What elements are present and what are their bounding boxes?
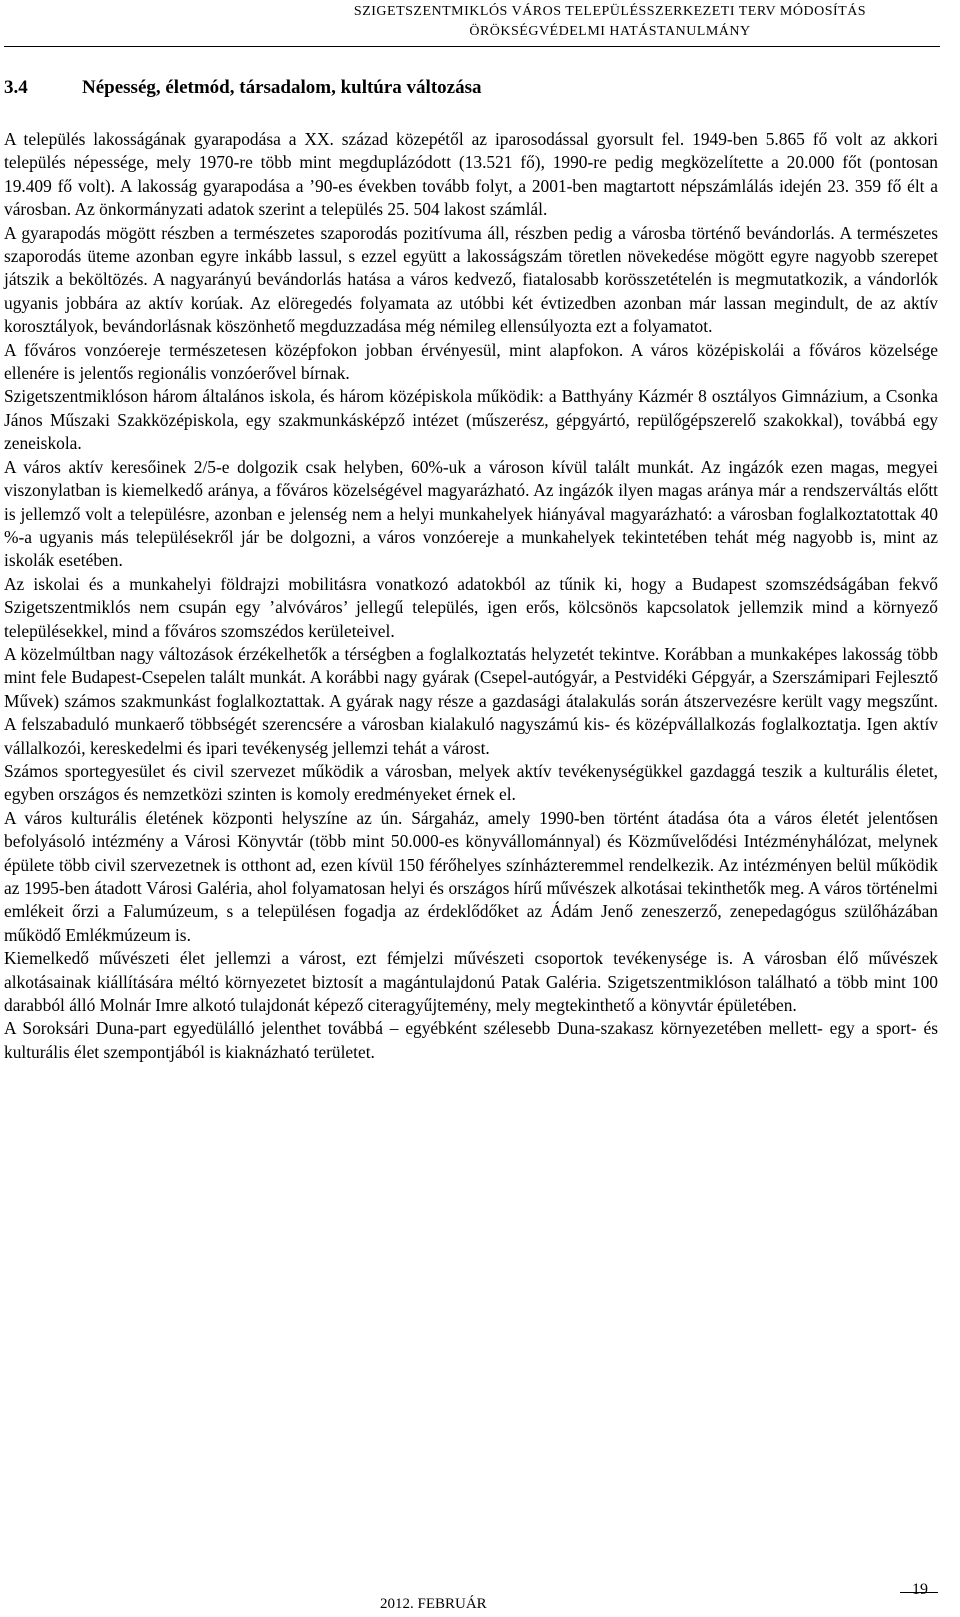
- paragraph-commuters: A város aktív keresőinek 2/5-e dolgozik csak helyben, 60%-uk a városon kívül talált munkát. Az ingázók ezen magas, megyei viszonylatban is kiemelkedő aránya, a főváros közelségével magyarázható. Az ingázók ilyen magas aránya már a rendszerváltás előtt is jellemző volt a településre, azonban e jelenség nem a helyi munkahelyek hiányával magyarázható: a városban foglalkoztatottak 40 %-a ugyanis más településekről jár be dolgozni, a város vonzóereje a munkahelyek tekintetében tehát még nagyobb is, mint az iskolák esetében.: [4, 456, 938, 571]
- section-number: 3.4: [4, 77, 28, 98]
- section-title: Népesség, életmód, társadalom, kultúra változása: [82, 77, 482, 98]
- paragraph-population: A település lakosságának gyarapodása a XX. század közepétől az iparosodással gyorsult fel. 1949-ben 5.865 fő volt az akkori település népessége, mely 1970-re több mint megduplázódott (13.521 fő), 1990-re pedig megközelítette a 20.000 főt (pontosan 19.409 fő volt). A lakosság gyarapodása a ’90-es években tovább folyt, a 2001-ben magtartott népszámlálás idején 23. 359 fő élt a városban. Az önkormányzati adatok szerint a település 25. 504 lakost számlál.: [4, 129, 938, 220]
- footer-date: 2012. FEBRUÁR: [380, 1596, 487, 1612]
- paragraph-sports: Számos sportegyesület és civil szervezet működik a városban, melyek aktív tevékenységükkel gazdaggá teszik a kulturális életet, egyben országos és nemzetközi szinten is komoly eredményeket érnek el.: [4, 760, 938, 805]
- header-title-line-2: ÖRÖKSÉGVÉDELMI HATÁSTANULMÁNY: [469, 24, 751, 39]
- footer-divider: [900, 1592, 938, 1593]
- header-title-line-1: SZIGETSZENTMIKLÓS VÁROS TELEPÜLÉSSZERKEZETI TERV MÓDOSÍTÁS: [353, 4, 867, 19]
- paragraph-culture: A város kulturális életének központi helyszíne az ún. Sárgaház, amely 1990-ben történt átadása óta a város életét jelentősen befolyásoló intézmény a Városi Könyvtár (több mint 50.000-es könyvállománnyal) és Közművelődési Intézményhálózat, melynek épülete több civil szervezetnek is otthont ad, ezen kívül 150 férőhelyes színházteremmel rendelkezik. Az intézményen belül működik az 1995-ben átadott Városi Galéria, ahol folyamatosan helyi és országos hírű művészek alkotásai tekinthetők meg. A város történelmi emlékeit őrzi a Falumúzeum, s a településen fogadja az érdeklődőket az Ádám Jenő zeneszerző, zenepedagógus szülőházában működő Emlékmúzeum is.: [4, 807, 938, 945]
- body-text: [4, 128, 938, 1064]
- paragraph-art: Kiemelkedő művészeti élet jellemzi a várost, ezt fémjelzi művészeti csoportok tevékenysége is. A városban élő művészek alkotásainak kiállítására méltó környezetet biztosít a magántulajdonú Patak Galéria. Szigetszentmiklóson található a több mint 100 darabból álló Molnár Imre alkotó tulajdonát képező citeragyűjtemény, mely megtekinthető a könyvtár épületében.: [4, 948, 938, 1016]
- paragraph-capital-attraction: A főváros vonzóereje természetesen középfokon jobban érvényesül, mint alapfokon. A város középiskolái a főváros közelsége ellenére is jelentős regionális vonzóerővel bírnak.: [4, 339, 938, 384]
- paragraph-growth: A gyarapodás mögött részben a természetes szaporodás pozitívuma áll, részben pedig a városba történő bevándorlás. A természetes szaporodás üteme azonban egyre inkább lassul, s ezzel együtt a lakosságszám töretlen növekedése mögött egyre nagyobb szerepet játszik a beköltözés. A nagyarányú bevándorlás hatása a város kedvező, fiatalosabb korösszetételén is megmutatkozik, a vándorlók ugyanis jobbára az aktív korúak. Az elöregedés folyamata az utóbbi két évtizedben azonban már lassan megindult, de az aktív korosztályok, bevándorlásnak köszönhető megduzzadása még némileg ellensúlyozta ezt a folyamatot.: [4, 222, 938, 337]
- section-heading: [4, 76, 482, 100]
- paragraph-schools: Szigetszentmiklóson három általános iskola, és három középiskola működik: a Batthyány Kázmér 8 osztályos Gimnázium, a Csonka János Műszaki Szakközépiskola, egy szakmunkásképző intézet (műszerész, gépgyártó, repülőgépszerelő szakokkal), továbbá egy zeneiskola.: [4, 386, 938, 454]
- document-header: [280, 2, 940, 42]
- paragraph-employment: A közelmúltban nagy változások érzékelhetők a térségben a foglalkoztatás helyzetét tekintve. Korábban a munkaképes lakosság több mint fele Budapest-Csepelen talált munkát. A korábbi nagy gyárak (Csepel-autógyár, a Pestvidéki Gépgyár, a Szerszámipari Fejlesztő Művek) számos szakmunkást foglalkoztattak. A gyárak nagy része a gazdasági átalakulás során átszervezésre került vagy megszűnt. A felszabaduló munkaerő többségét szerencsére a városban kialakuló nagyszámú kis- és középvállalkozás foglalkoztatja. Igen aktív vállalkozói, kereskedelmi és ipari tevékenység jellemzi tehát a várost.: [4, 643, 938, 758]
- paragraph-mobility: Az iskolai és a munkahelyi földrajzi mobilitásra vonatkozó adatokból az tűnik ki, hogy a Budapest szomszédságában fekvő Szigetszentmiklós nem csupán egy ’alvóváros’ jellegű település, igen erős, kölcsönös kapcsolatok jellemzik mind a környező településekkel, mind a főváros szomszédos kerületeivel.: [4, 573, 938, 641]
- paragraph-danube: A Soroksári Duna-part egyedülálló jelenthet továbbá – egyébként szélesebb Duna-szakasz környezetében mellett- egy a sport- és kulturális élet szempontjából is kiaknázható területet.: [4, 1018, 938, 1062]
- page-number: 19: [912, 1581, 928, 1598]
- header-divider: [4, 46, 940, 47]
